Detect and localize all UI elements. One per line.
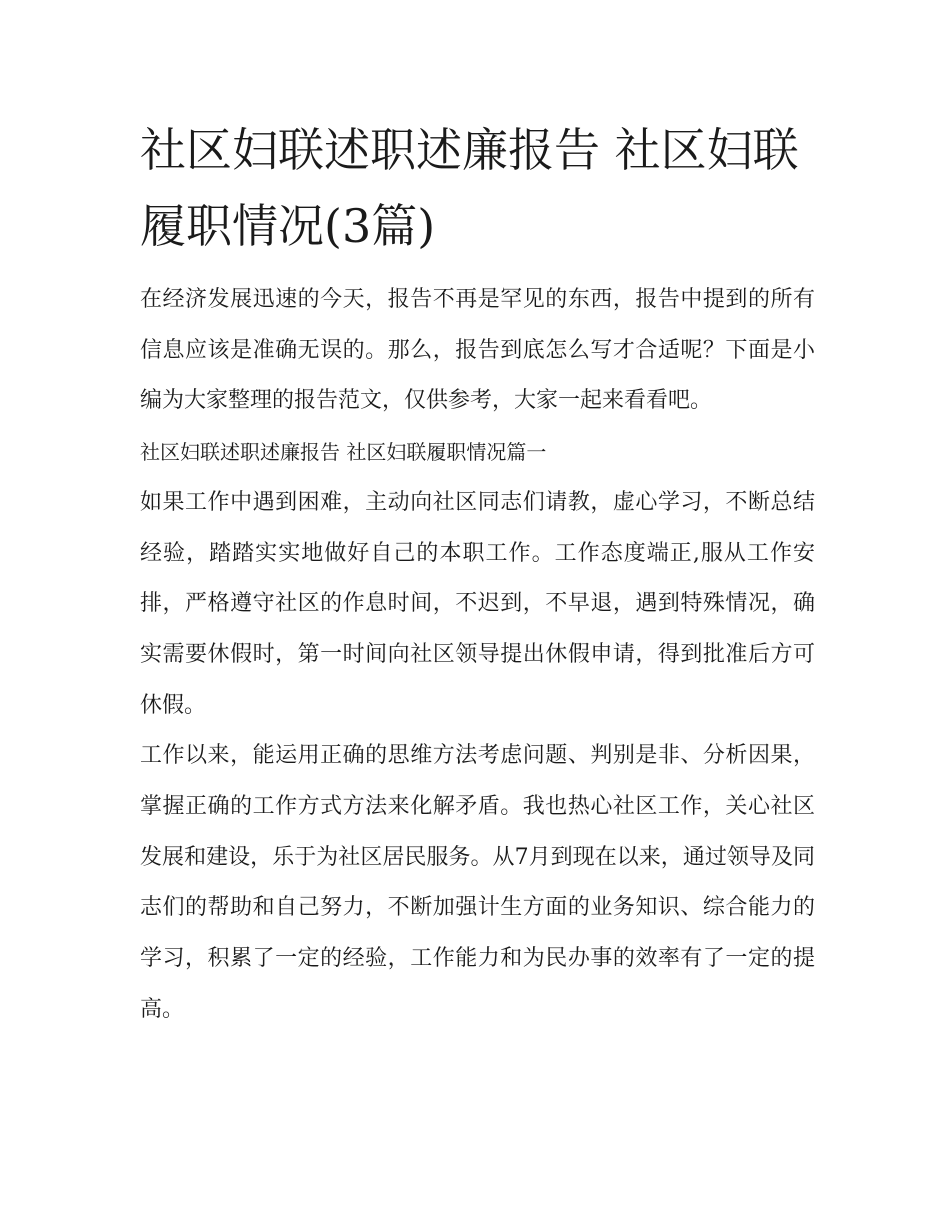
document-body bbox=[140, 275, 815, 1036]
intro-paragraph: 在经济发展迅速的今天，报告不再是罕见的东西，报告中提到的所有信息应该是准确无误的。那么，报告到底怎么写才合适呢？下面是小编为大家整理的报告范文，仅供参考，大家一起来看看吧。 bbox=[140, 287, 815, 414]
document-title: 社区妇联述职述廉报告 社区妇联履职情况(3篇) bbox=[140, 123, 799, 253]
body-paragraph-1: 如果工作中遇到困难，主动向社区同志们请教，虚心学习，不断总结经验，踏踏实实地做好自己的本职工作。工作态度端正,服从工作安排，严格遵守社区的作息时间，不迟到，不早退，遇到特殊情况，确实需要休假时，第一时间向社区领导提出休假申请，得到批准后方可休假。 bbox=[140, 489, 815, 718]
body-paragraph-2: 工作以来，能运用正确的思维方法考虑问题、判别是非、分析因果，掌握正确的工作方式方法来化解矛盾。我也热心社区工作，关心社区发展和建设，乐于为社区居民服务。从7月到现在以来，通过领导及同志们的帮助和自己努力，不断加强计生方面的业务知识、综合能力的学习，积累了一定的经验，工作能力和为民办事的效率有了一定的提高。 bbox=[140, 743, 815, 1022]
section-heading: 社区妇联述职述廉报告 社区妇联履职情况篇一 bbox=[140, 440, 547, 465]
